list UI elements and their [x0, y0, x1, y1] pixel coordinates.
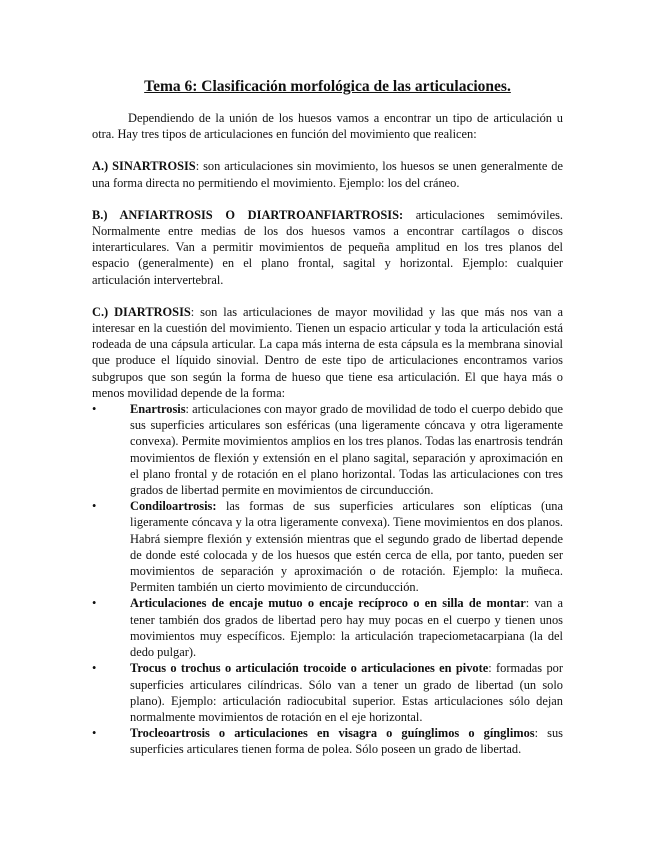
bullet-icon: • [92, 661, 97, 676]
section-anfiartrosis [92, 207, 563, 288]
bullet-icon: • [92, 402, 97, 417]
list-item-text: : formadas por superficies articulares cilíndricas. Sólo van a tener un grado de libertad (un solo plano). Ejemplo: articulación radiocubital superior. Estas articulaciones sólo dejan normalmente movimientos de rotación en el eje horizontal. [130, 661, 563, 724]
section-text: articulaciones semimóviles. Normalmente entre medias de los dos huesos vamos a encontrar cartílagos o discos interarticulares. Van a permitir movimientos de pequeña amplitud en los tres planos del espacio (generalmente) en el plano frontal, sagital y horizontal. Ejemplo: cualquier articulación intervertebral. [92, 207, 563, 287]
list-item [92, 498, 563, 595]
list-item [92, 401, 563, 498]
bullet-icon: • [92, 726, 97, 741]
section-heading: A.) SINARTROSIS [92, 159, 196, 174]
list-item-text: : sus superficies articulares tienen forma de polea. Sólo poseen un grado de libertad. [130, 726, 563, 757]
list-item-term: Trocleoartrosis o articulaciones en visagra o guínglimos o gínglimos [130, 726, 535, 741]
list-item-text: : van a tener también dos grados de libertad pero hay muy pocas en el cuerpo y tienen unos movimientos muy específicos. Ejemplo: la articulación trapeciometacarpiana (la del dedo pulgar). [130, 596, 563, 660]
list-item-term: Condiloartrosis: [130, 499, 217, 514]
list-item-term: Enartrosis [130, 402, 186, 417]
list-item [92, 660, 563, 725]
section-text: : son articulaciones sin movimiento, los huesos se unen generalmente de una forma directa no permitiendo el movimiento. Ejemplo: los del cráneo. [92, 159, 563, 190]
section-diartrosis [92, 304, 563, 401]
list-item [92, 595, 563, 660]
section-text: : son las articulaciones de mayor movilidad y las que más nos van a interesar en la cuestión del movimiento. Tienen un espacio articular y toda la articulación está rodeada de una cápsula articular. La capa más interna de esta cápsula es la membrana sinovial que produce el líquido sinovial. Dentro de este tipo de articulaciones encontramos varios subgrupos que son según la forma de hueso que tiene esa articulación. El que haya más o menos movilidad depende de la forma: [92, 304, 563, 400]
section-heading: C.) DIARTROSIS [92, 304, 191, 319]
bullet-icon: • [92, 499, 97, 514]
section-sinartrosis [92, 158, 563, 190]
list-item-text: : articulaciones con mayor grado de movilidad de todo el cuerpo debido que sus superficies articulares son esféricas (una ligeramente cóncava y otra ligeramente convexa). Permite movimientos amplios en los tres planos. Todas las enartrosis tendrán movimientos de flexión y extensión en el plano sagital, separación y aproximación en el plano frontal y de rotación en el plano horizontal. Todas las articulaciones con tres grados de libertad permite en movimientos de circunducción. [130, 402, 563, 498]
list-item-term: Articulaciones de encaje mutuo o encaje recíproco o en silla de montar [130, 596, 526, 611]
list-item-term: Trocus o trochus o articulación trocoide o articulaciones en pivote [130, 661, 489, 676]
diartrosis-subtypes-list [92, 401, 563, 757]
section-heading: B.) ANFIARTROSIS O DIARTROANFIARTROSIS: [92, 207, 404, 222]
bullet-icon: • [92, 596, 97, 611]
page-title: Tema 6: Clasificación morfológica de las articulaciones. [144, 78, 511, 95]
list-item-text: las formas de sus superficies articulares son elípticas (una ligeramente cóncava y la otra ligeramente convexa). Tiene movimientos en dos planos. Habrá siempre flexión y extensión mientras que el segundo grado de libertad depende de donde esté colocada y de los huesos que estén cerca de ella, por tanto, pueden ser movimientos de separación y aproximación o de rotación. Ejemplo: la muñeca. Permiten también un cierto movimiento de circunducción. [130, 499, 563, 595]
list-item [92, 725, 563, 757]
intro-paragraph: Dependiendo de la unión de los huesos vamos a encontrar un tipo de articulación u otra. Hay tres tipos de articulaciones en función del movimiento que realicen: [92, 111, 563, 142]
